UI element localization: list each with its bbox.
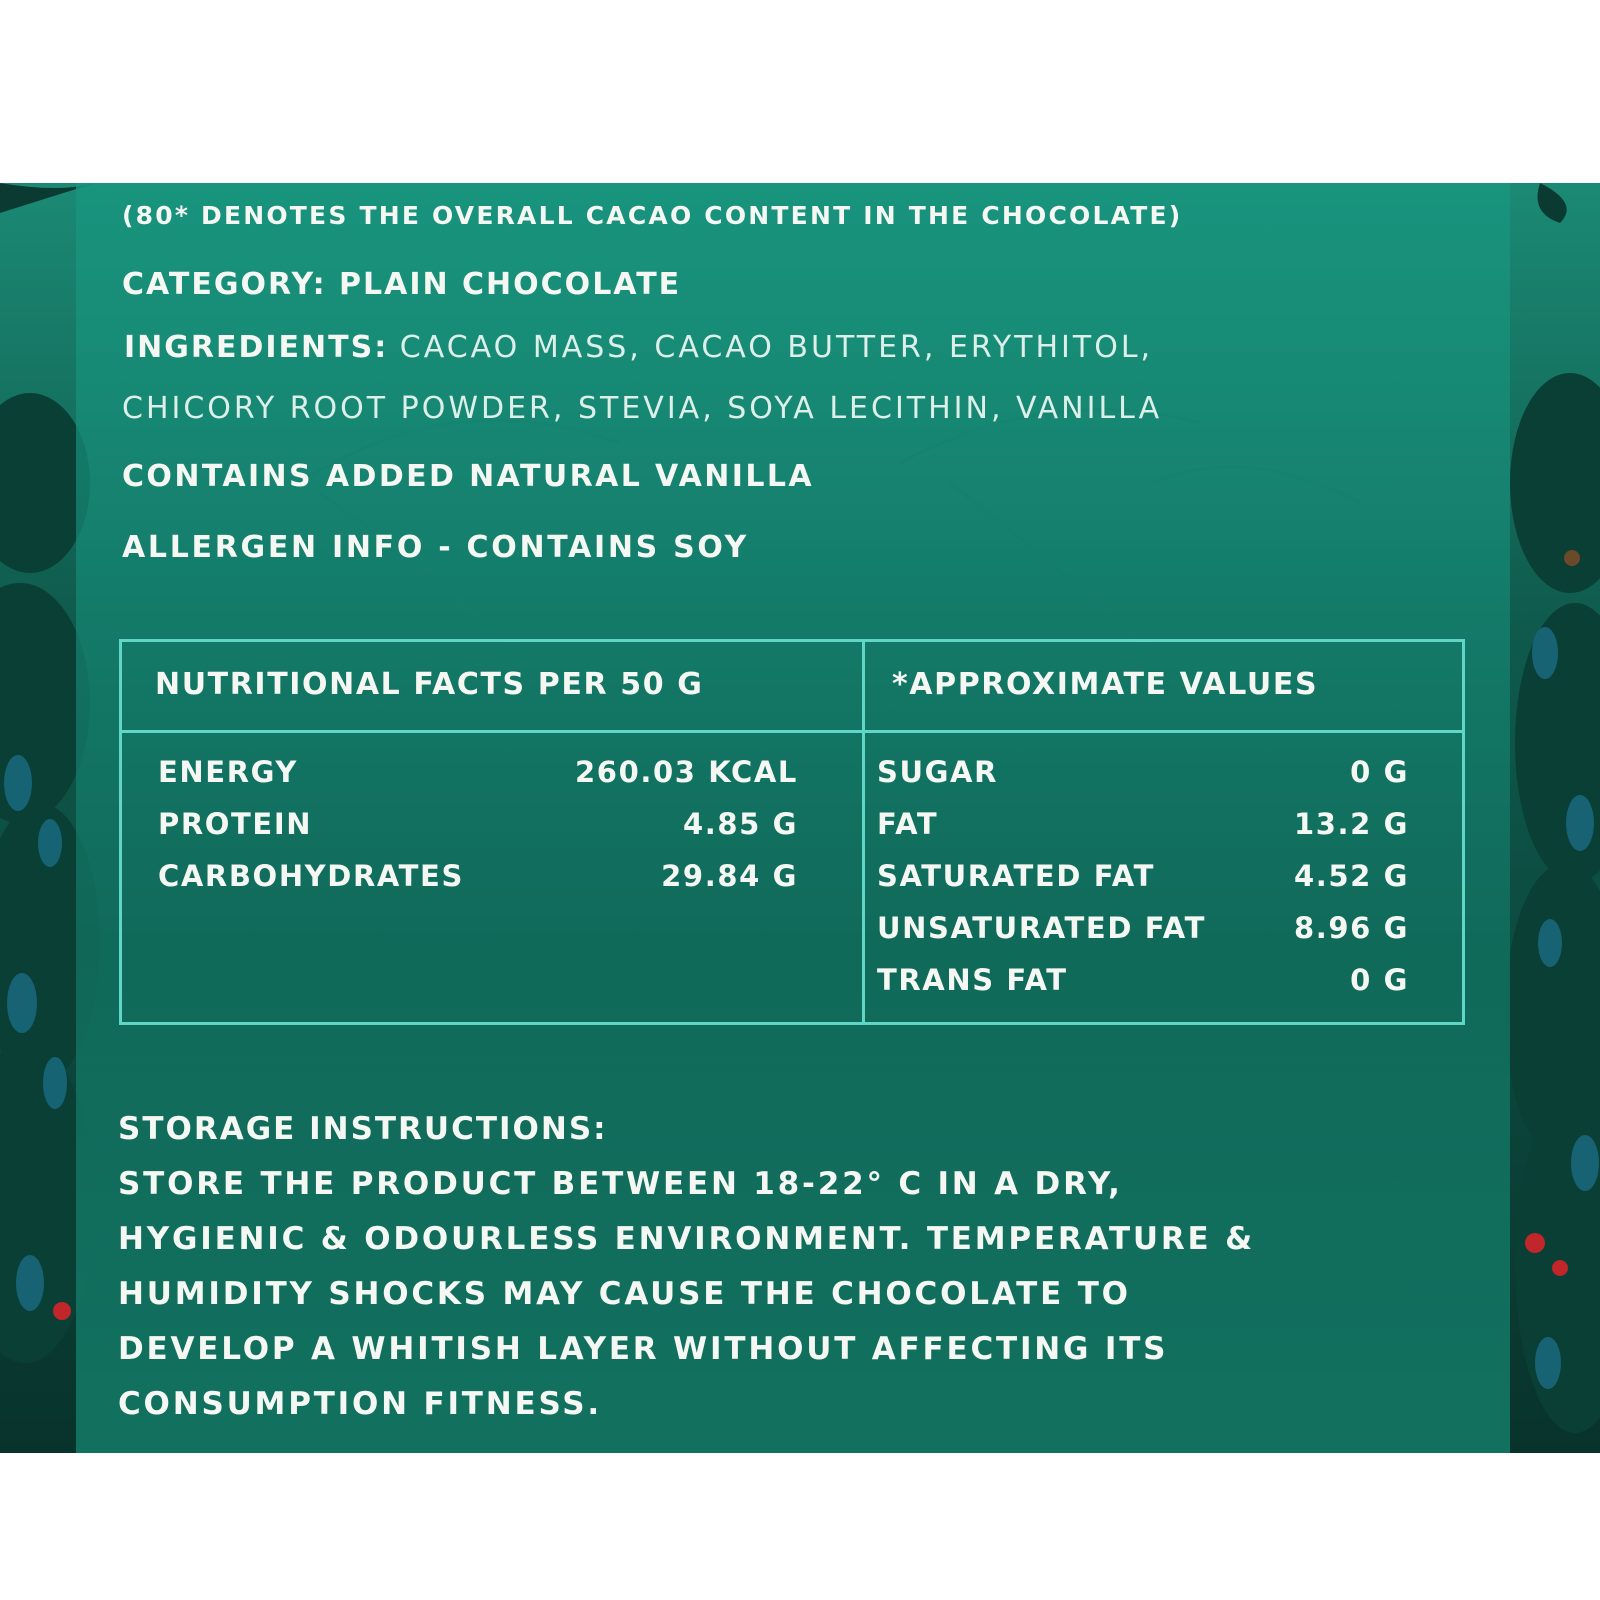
table-column-divider [862,642,865,1022]
table-header-divider [122,730,1462,733]
ingredients-list-part1: CACAO MASS, CACAO BUTTER, ERYTHITOL, [399,330,1154,365]
nutrient-name: CARBOHYDRATES [158,859,464,893]
nutrition-row [877,859,1409,899]
nutrition-row [877,755,1409,795]
category-line: CATEGORY: PLAIN CHOCOLATE [122,267,682,302]
ingredients-label: INGREDIENTS: [124,330,389,365]
storage-instructions-line: HUMIDITY SHOCKS MAY CAUSE THE CHOCOLATE TO [118,1276,1131,1312]
ingredients-list-part2: CHICORY ROOT POWDER, STEVIA, SOYA LECITHIN, VANILLA [122,391,1163,426]
nutrient-value: 8.96 G [1293,911,1409,945]
nutrient-value: 4.52 G [1293,859,1409,893]
allergen-info: ALLERGEN INFO - CONTAINS SOY [122,530,749,565]
nutrition-row [877,963,1409,1003]
nutrition-row [877,911,1409,951]
nutrition-header-right: *APPROXIMATE VALUES [892,667,1319,702]
product-label [0,183,1600,1453]
nutrient-value: 29.84 G [661,859,798,893]
storage-instructions-line: HYGIENIC & ODOURLESS ENVIRONMENT. TEMPERATURE & [118,1221,1255,1257]
nutrient-name: UNSATURATED FAT [877,911,1206,945]
nutrient-name: SATURATED FAT [877,859,1155,893]
nutrient-name: FAT [877,807,939,841]
added-vanilla-line: CONTAINS ADDED NATURAL VANILLA [122,459,814,494]
nutrition-row [158,807,798,847]
nutrition-row [877,807,1409,847]
nutrient-name: TRANS FAT [877,963,1068,997]
nutrient-name: SUGAR [877,755,999,789]
storage-instructions-line: DEVELOP A WHITISH LAYER WITHOUT AFFECTING ITS [118,1331,1169,1367]
nutrition-header-left: NUTRITIONAL FACTS PER 50 G [155,667,704,702]
cacao-content-note: (80* DENOTES THE OVERALL CACAO CONTENT IN THE CHOCOLATE) [122,201,1183,230]
storage-instructions-line: CONSUMPTION FITNESS. [118,1386,602,1422]
nutrient-value: 0 G [1350,755,1409,789]
nutrient-value: 0 G [1350,963,1409,997]
nutrient-value: 13.2 G [1293,807,1409,841]
nutrition-row [158,859,798,899]
nutrient-value: 260.03 KCAL [575,755,798,789]
nutrient-name: PROTEIN [158,807,313,841]
ingredients-line [124,330,1153,365]
nutrient-value: 4.85 G [682,807,798,841]
nutrition-row [158,755,798,795]
nutrition-facts-table [119,639,1465,1025]
storage-instructions-title: STORAGE INSTRUCTIONS: [118,1111,608,1147]
nutrient-name: ENERGY [158,755,298,789]
storage-instructions-line: STORE THE PRODUCT BETWEEN 18-22° C IN A DRY, [118,1166,1123,1202]
